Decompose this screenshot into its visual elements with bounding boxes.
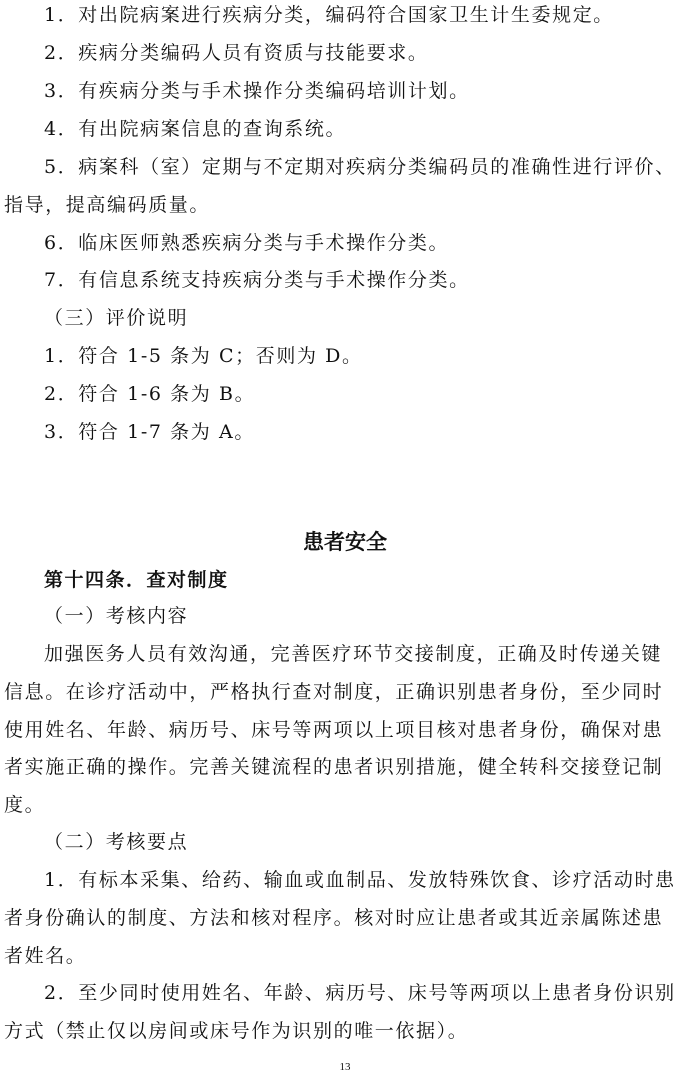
point-1-line-1: 1．有标本采集、给药、输血或血制品、发放特殊饮食、诊疗活动时患: [44, 869, 676, 891]
evaluation-heading: （三）评价说明: [44, 307, 189, 329]
list-item-5-line-2: 指导，提高编码质量。: [4, 194, 211, 216]
list-item-6: 6．临床医师熟悉疾病分类与手术操作分类。: [44, 232, 450, 254]
evaluation-rule-1: 1．符合 1-5 条为 C；否则为 D。: [44, 345, 363, 367]
content-line-1: 加强医务人员有效沟通，完善医疗环节交接制度，正确及时传递关键: [44, 643, 663, 665]
point-2-line-2: 方式（禁止仅以房间或床号作为识别的唯一依据）。: [4, 1020, 469, 1042]
list-item-7: 7．有信息系统支持疾病分类与手术操作分类。: [44, 269, 470, 291]
list-item-1: 1．对出院病案进行疾病分类，编码符合国家卫生计生委规定。: [44, 4, 614, 26]
article-title: 第十四条．查对制度: [44, 569, 229, 591]
section-title: 患者安全: [303, 530, 387, 554]
point-2-line-1: 2．至少同时使用姓名、年龄、病历号、床号等两项以上患者身份识别: [44, 982, 676, 1004]
list-item-3: 3．有疾病分类与手术操作分类编码培训计划。: [44, 80, 470, 102]
evaluation-rule-3: 3．符合 1-7 条为 A。: [44, 421, 255, 443]
content-line-2: 信息。在诊疗活动中，严格执行查对制度，正确识别患者身份，至少同时: [4, 681, 664, 703]
page-number: 13: [339, 1061, 351, 1073]
list-item-2: 2．疾病分类编码人员有资质与技能要求。: [44, 42, 429, 64]
list-item-4: 4．有出院病案信息的查询系统。: [44, 118, 347, 140]
content-heading: （一）考核内容: [44, 605, 189, 627]
point-1-line-3: 者姓名。: [4, 945, 87, 967]
content-line-3: 使用姓名、年龄、病历号、床号等两项以上项目核对患者身份，确保对患: [4, 719, 664, 741]
evaluation-rule-2: 2．符合 1-6 条为 B。: [44, 383, 256, 405]
points-heading: （二）考核要点: [44, 831, 189, 853]
point-1-line-2: 者身份确认的制度、方法和核对程序。核对时应让患者或其近亲属陈述患: [4, 907, 664, 929]
list-item-5-line-1: 5．病案科（室）定期与不定期对疾病分类编码员的准确性进行评价、: [44, 156, 676, 178]
content-line-4: 者实施正确的操作。完善关键流程的患者识别措施，健全转科交接登记制: [4, 756, 664, 778]
content-line-5: 度。: [4, 794, 46, 816]
